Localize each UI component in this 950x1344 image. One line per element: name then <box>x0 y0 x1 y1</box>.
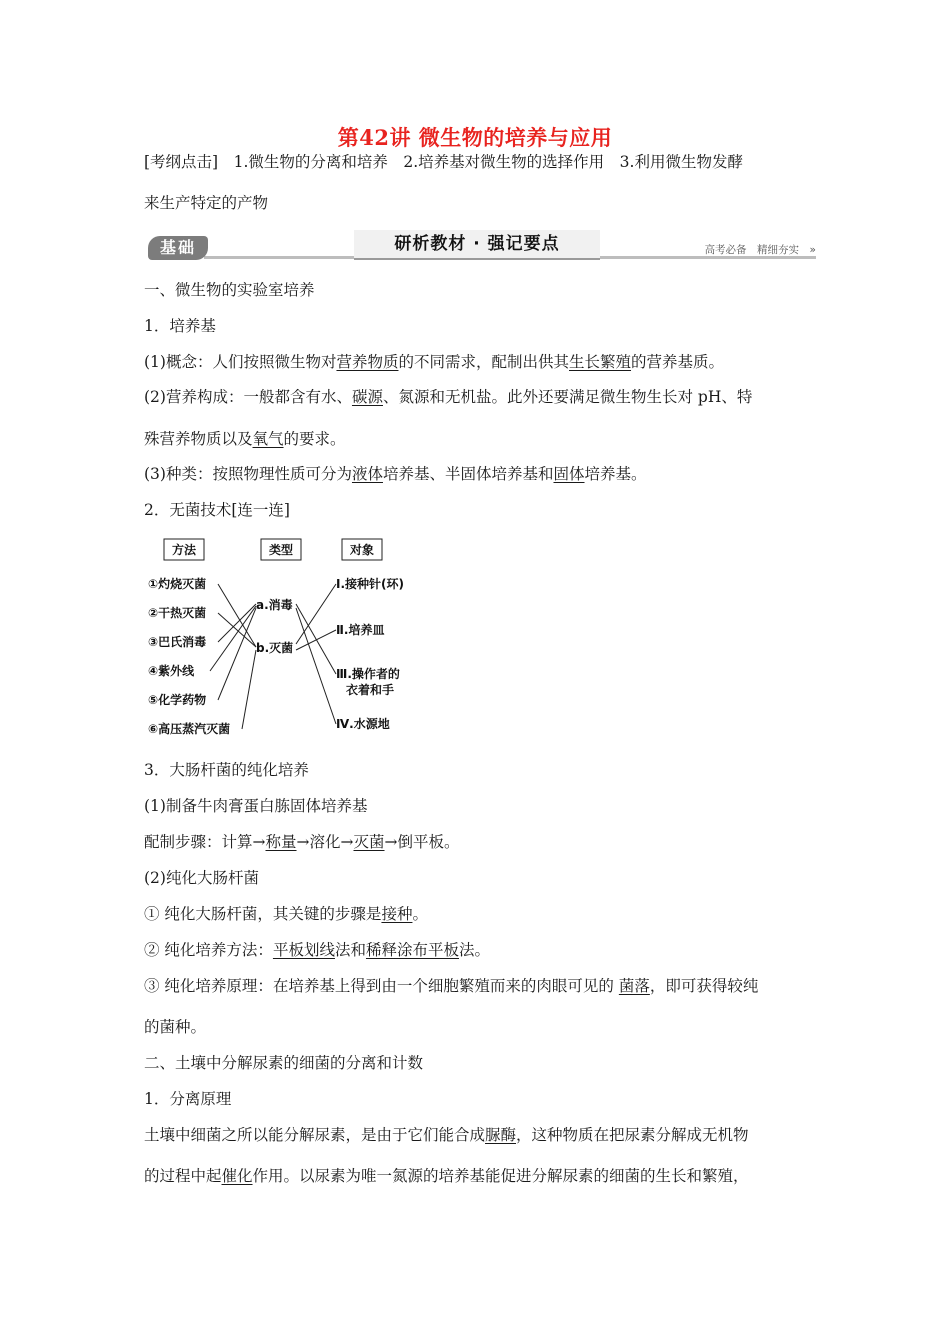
method-4: ④紫外线 <box>148 664 195 678</box>
text-run: ② 纯化培养方法： <box>144 941 273 959</box>
key-term: 平板划线 <box>272 941 335 959</box>
key-term: 称量 <box>265 833 297 851</box>
object-3-cont: 衣着和手 <box>346 683 395 697</box>
object-1: Ⅰ.接种针(环) <box>336 577 404 591</box>
method-2: ②干热灭菌 <box>148 606 207 620</box>
text-run: →溶化→ <box>296 833 354 851</box>
key-term: 液体 <box>351 465 383 483</box>
text-run: 的营养基质。 <box>631 353 725 371</box>
method-line <box>144 940 814 960</box>
key-term: 稀释涂布平板 <box>365 941 459 959</box>
method-1: ①灼烧灭菌 <box>148 577 207 591</box>
text-run: 殊营养物质以及 <box>144 430 253 448</box>
banner-label: 基础 <box>148 236 208 260</box>
urea-text-line-1 <box>144 1125 814 1145</box>
type-disinfection: a.消毒 <box>256 598 293 612</box>
connector <box>242 650 256 729</box>
text-run: 的不同需求，配制出供其 <box>398 353 569 371</box>
text-run: ，这种物质在把尿素分解成无机物 <box>516 1126 749 1144</box>
connector <box>218 608 256 700</box>
object-3: Ⅲ.操作者的 <box>336 667 400 681</box>
object-4: Ⅳ.水源地 <box>336 717 390 731</box>
key-term: 氧气 <box>252 430 284 448</box>
section-1-heading: 一、微生物的实验室培养 <box>144 281 315 299</box>
key-term: 接种 <box>381 905 413 923</box>
prep-heading: (1)制备牛肉膏蛋白胨固体培养基 <box>144 797 368 815</box>
composition-line-2 <box>144 429 814 449</box>
key-term: 生长繁殖 <box>569 353 632 371</box>
matching-diagram <box>146 536 416 736</box>
text-run: 作用。以尿素为唯一氮源的培养基能促进分解尿素的细菌的生长和繁殖， <box>252 1167 749 1185</box>
key-term: 碳源 <box>351 388 383 406</box>
key-term: 固体 <box>553 465 585 483</box>
text-run: 的过程中起 <box>144 1167 222 1185</box>
subsection-sterile-technique: 2．无菌技术[连一连] <box>144 501 290 519</box>
connector <box>296 608 336 724</box>
types-line <box>144 464 814 484</box>
text-run: 培养基。 <box>584 465 647 483</box>
text-run: (1)概念：人们按照微生物对 <box>144 353 337 371</box>
subsection-culture-medium: 1．培养基 <box>144 317 216 335</box>
header-type: 类型 <box>268 543 294 557</box>
text-run: 培养基、半固体培养基和 <box>382 465 554 483</box>
type-sterilization: b.灭菌 <box>256 641 294 655</box>
text-run: 法和 <box>334 941 366 959</box>
text-run: 、氮源和无机盐。此外还要满足微生物生长对 pH、特 <box>382 388 753 406</box>
text-run: 土壤中细菌之所以能分解尿素，是由于它们能合成 <box>144 1126 486 1144</box>
text-run: ，即可获得较纯 <box>649 977 759 995</box>
section-2-heading: 二、土壤中分解尿素的细菌的分离和计数 <box>144 1054 424 1072</box>
concept-line <box>144 352 814 372</box>
text-run: 的要求。 <box>283 430 346 448</box>
key-term: 灭菌 <box>353 833 385 851</box>
steps-line <box>144 832 814 852</box>
text-run: 法。 <box>458 941 490 959</box>
composition-line <box>144 387 814 407</box>
key-term: 脲酶 <box>485 1126 517 1144</box>
object-2: Ⅱ.培养皿 <box>336 623 385 637</box>
header-method: 方法 <box>171 543 197 557</box>
principle-line <box>144 976 814 996</box>
header-object: 对象 <box>349 543 375 557</box>
key-term: 催化 <box>221 1167 253 1185</box>
text-run: ③ 纯化培养原理：在培养基上得到由一个细胞繁殖而来的肉眼可见的 <box>144 977 619 995</box>
urea-text-line-2 <box>144 1166 814 1186</box>
connector <box>218 613 256 647</box>
method-6: ⑥高压蒸汽灭菌 <box>148 722 231 736</box>
connector <box>296 630 336 650</box>
banner-tagline: 高考必备 精细夯实 » <box>704 244 816 256</box>
method-5: ⑤化学药物 <box>148 693 207 707</box>
banner-title: 研析教材 · 强记要点 <box>354 230 600 260</box>
outline-line-2: 来生产特定的产物 <box>144 194 269 212</box>
connector <box>218 584 256 647</box>
key-term: 营养物质 <box>336 353 399 371</box>
text-run: 。 <box>412 905 428 923</box>
text-run: (2)营养构成：一般都含有水、 <box>144 388 352 406</box>
text-run: ① 纯化大肠杆菌，其关键的步骤是 <box>144 905 382 923</box>
text-run: →倒平板。 <box>384 833 460 851</box>
page-title: 第42讲 微生物的培养与应用 <box>337 125 613 150</box>
key-step-line <box>144 904 814 924</box>
section-banner <box>144 230 816 268</box>
subsection-ecoli-purification: 3．大肠杆菌的纯化培养 <box>144 761 309 779</box>
method-3: ③巴氏消毒 <box>148 635 207 649</box>
connector <box>210 606 256 671</box>
key-term: 菌落 <box>618 977 650 995</box>
text-run: 配制步骤：计算→ <box>144 833 266 851</box>
purify-heading: (2)纯化大肠杆菌 <box>144 869 259 887</box>
outline-line-1: [考纲点击] 1.微生物的分离和培养 2.培养基对微生物的选择作用 3.利用微生物发酵 <box>144 153 743 171</box>
subsection-separation-principle: 1．分离原理 <box>144 1090 232 1108</box>
text-run: (3)种类：按照物理性质可分为 <box>144 465 352 483</box>
principle-line-2: 的菌种。 <box>144 1018 207 1036</box>
